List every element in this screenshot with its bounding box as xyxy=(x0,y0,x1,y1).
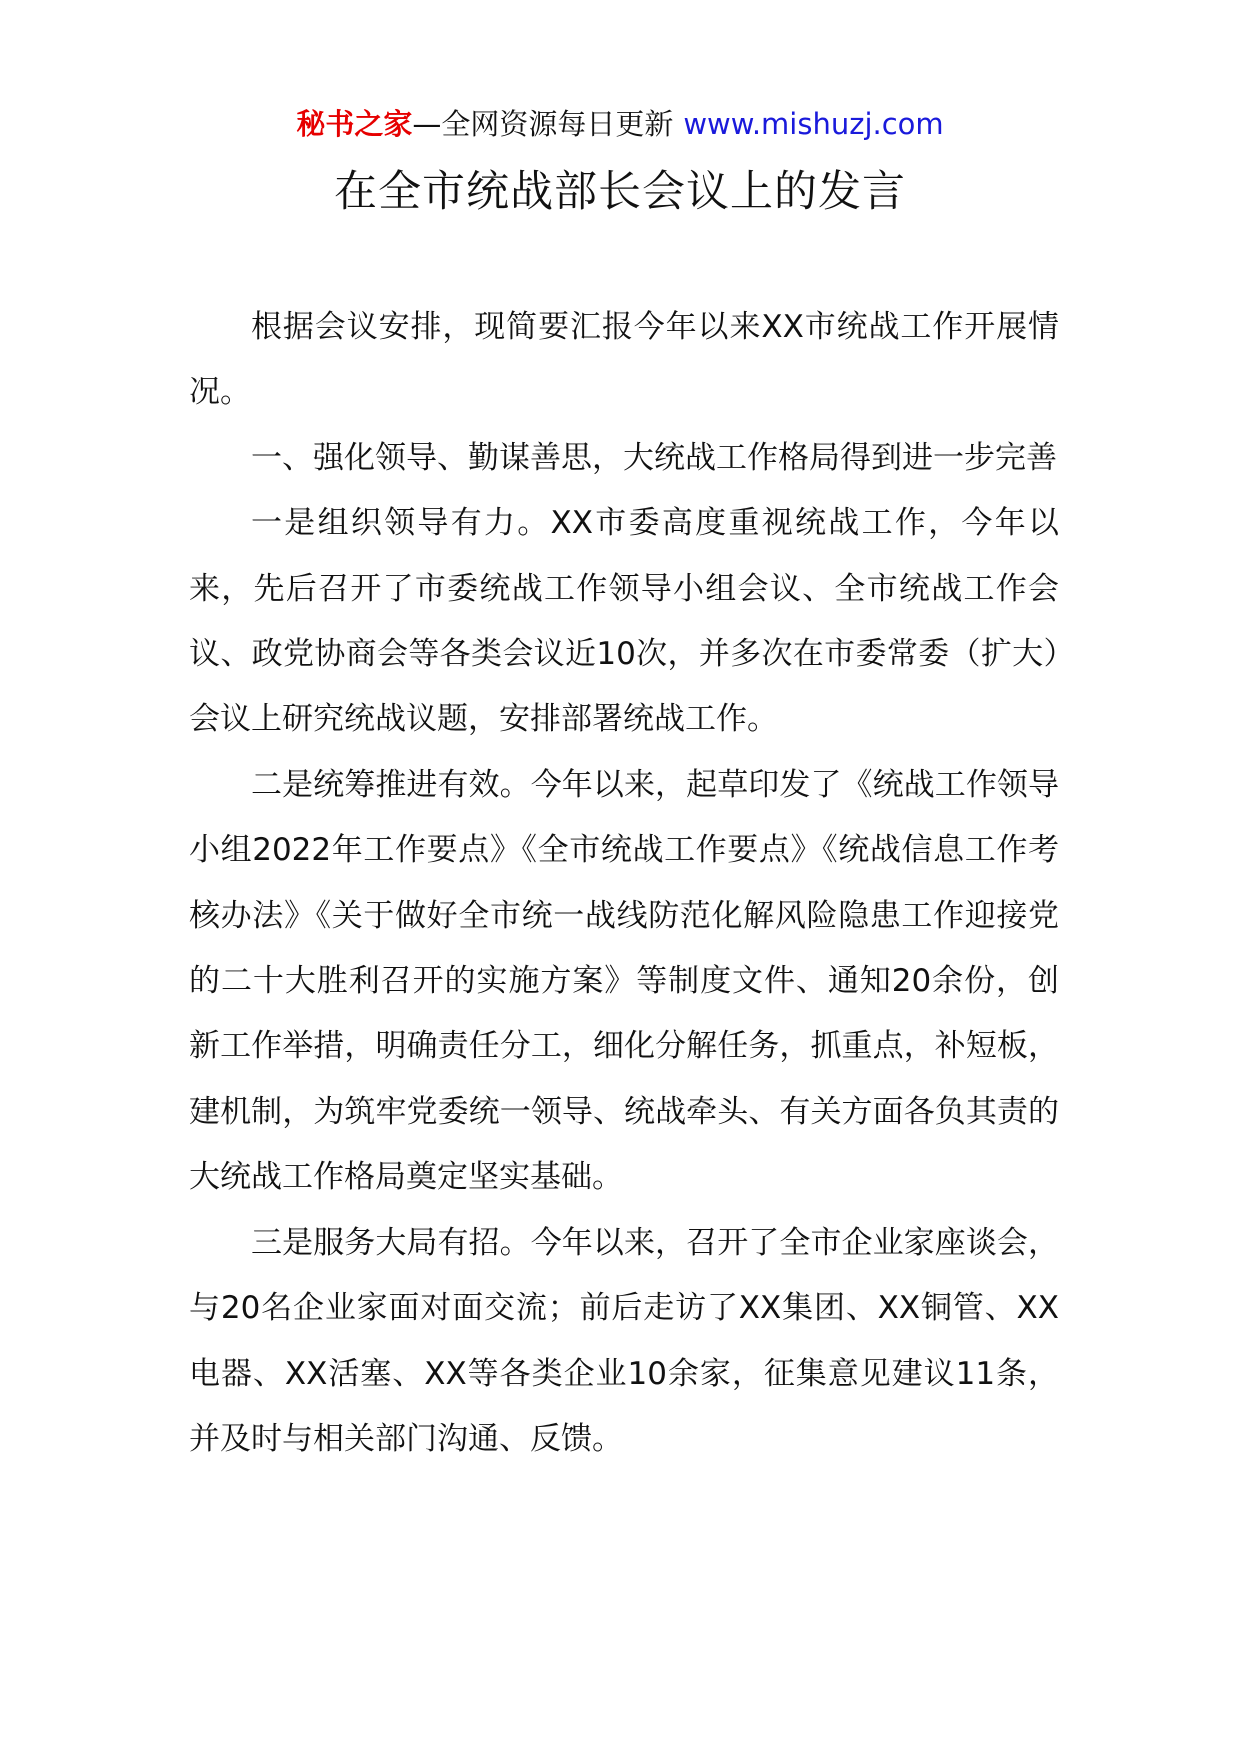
site-url-link[interactable]: www.mishuzj.com xyxy=(683,107,944,141)
site-header xyxy=(0,104,1240,144)
paragraph-section-heading: 一、强化领导、勤谋善思，大统战工作格局得到进一步完善 xyxy=(251,439,1057,476)
header-tagline: —全网资源每日更新 xyxy=(412,107,674,141)
paragraph-point-2: 二是统筹推进有效。今年以来，起草印发了《统战工作领导小组2022年工作要点》《全市统战工作要点》《统战信息工作考核办法》《关于做好全市统一战线防范化解风险隐患工作迎接党的二十大胜利召开的实施方案》等制度文件、通知20余份，创新工作举措，明确责任分工，细化分解任务，抓重点，补短板，建机制，为筑牢党委统一领导、统战牵头、有关方面各负其责的大统战工作格局奠定坚实基础。 xyxy=(189,766,1059,1196)
paragraph-point-3: 三是服务大局有招。今年以来，召开了全市企业家座谈会，与20名企业家面对面交流；前后走访了XX集团、XX铜管、XX电器、XX活塞、XX等各类企业10余家，征集意见建议11条，并及时与相关部门沟通、反馈。 xyxy=(189,1224,1059,1457)
document-body xyxy=(189,295,1059,1472)
brand-name: 秘书之家 xyxy=(296,107,413,141)
paragraph-intro: 根据会议安排，现简要汇报今年以来XX市统战工作开展情况。 xyxy=(189,309,1059,411)
paragraph-point-1: 一是组织领导有力。XX市委高度重视统战工作，今年以来，先后召开了市委统战工作领导小组会议、全市统战工作会议、政党协商会等各类会议近10次，并多次在市委常委（扩大）会议上研究统战议题，安排部署统战工作。 xyxy=(189,505,1059,738)
document-title: 在全市统战部长会议上的发言 xyxy=(334,167,906,217)
